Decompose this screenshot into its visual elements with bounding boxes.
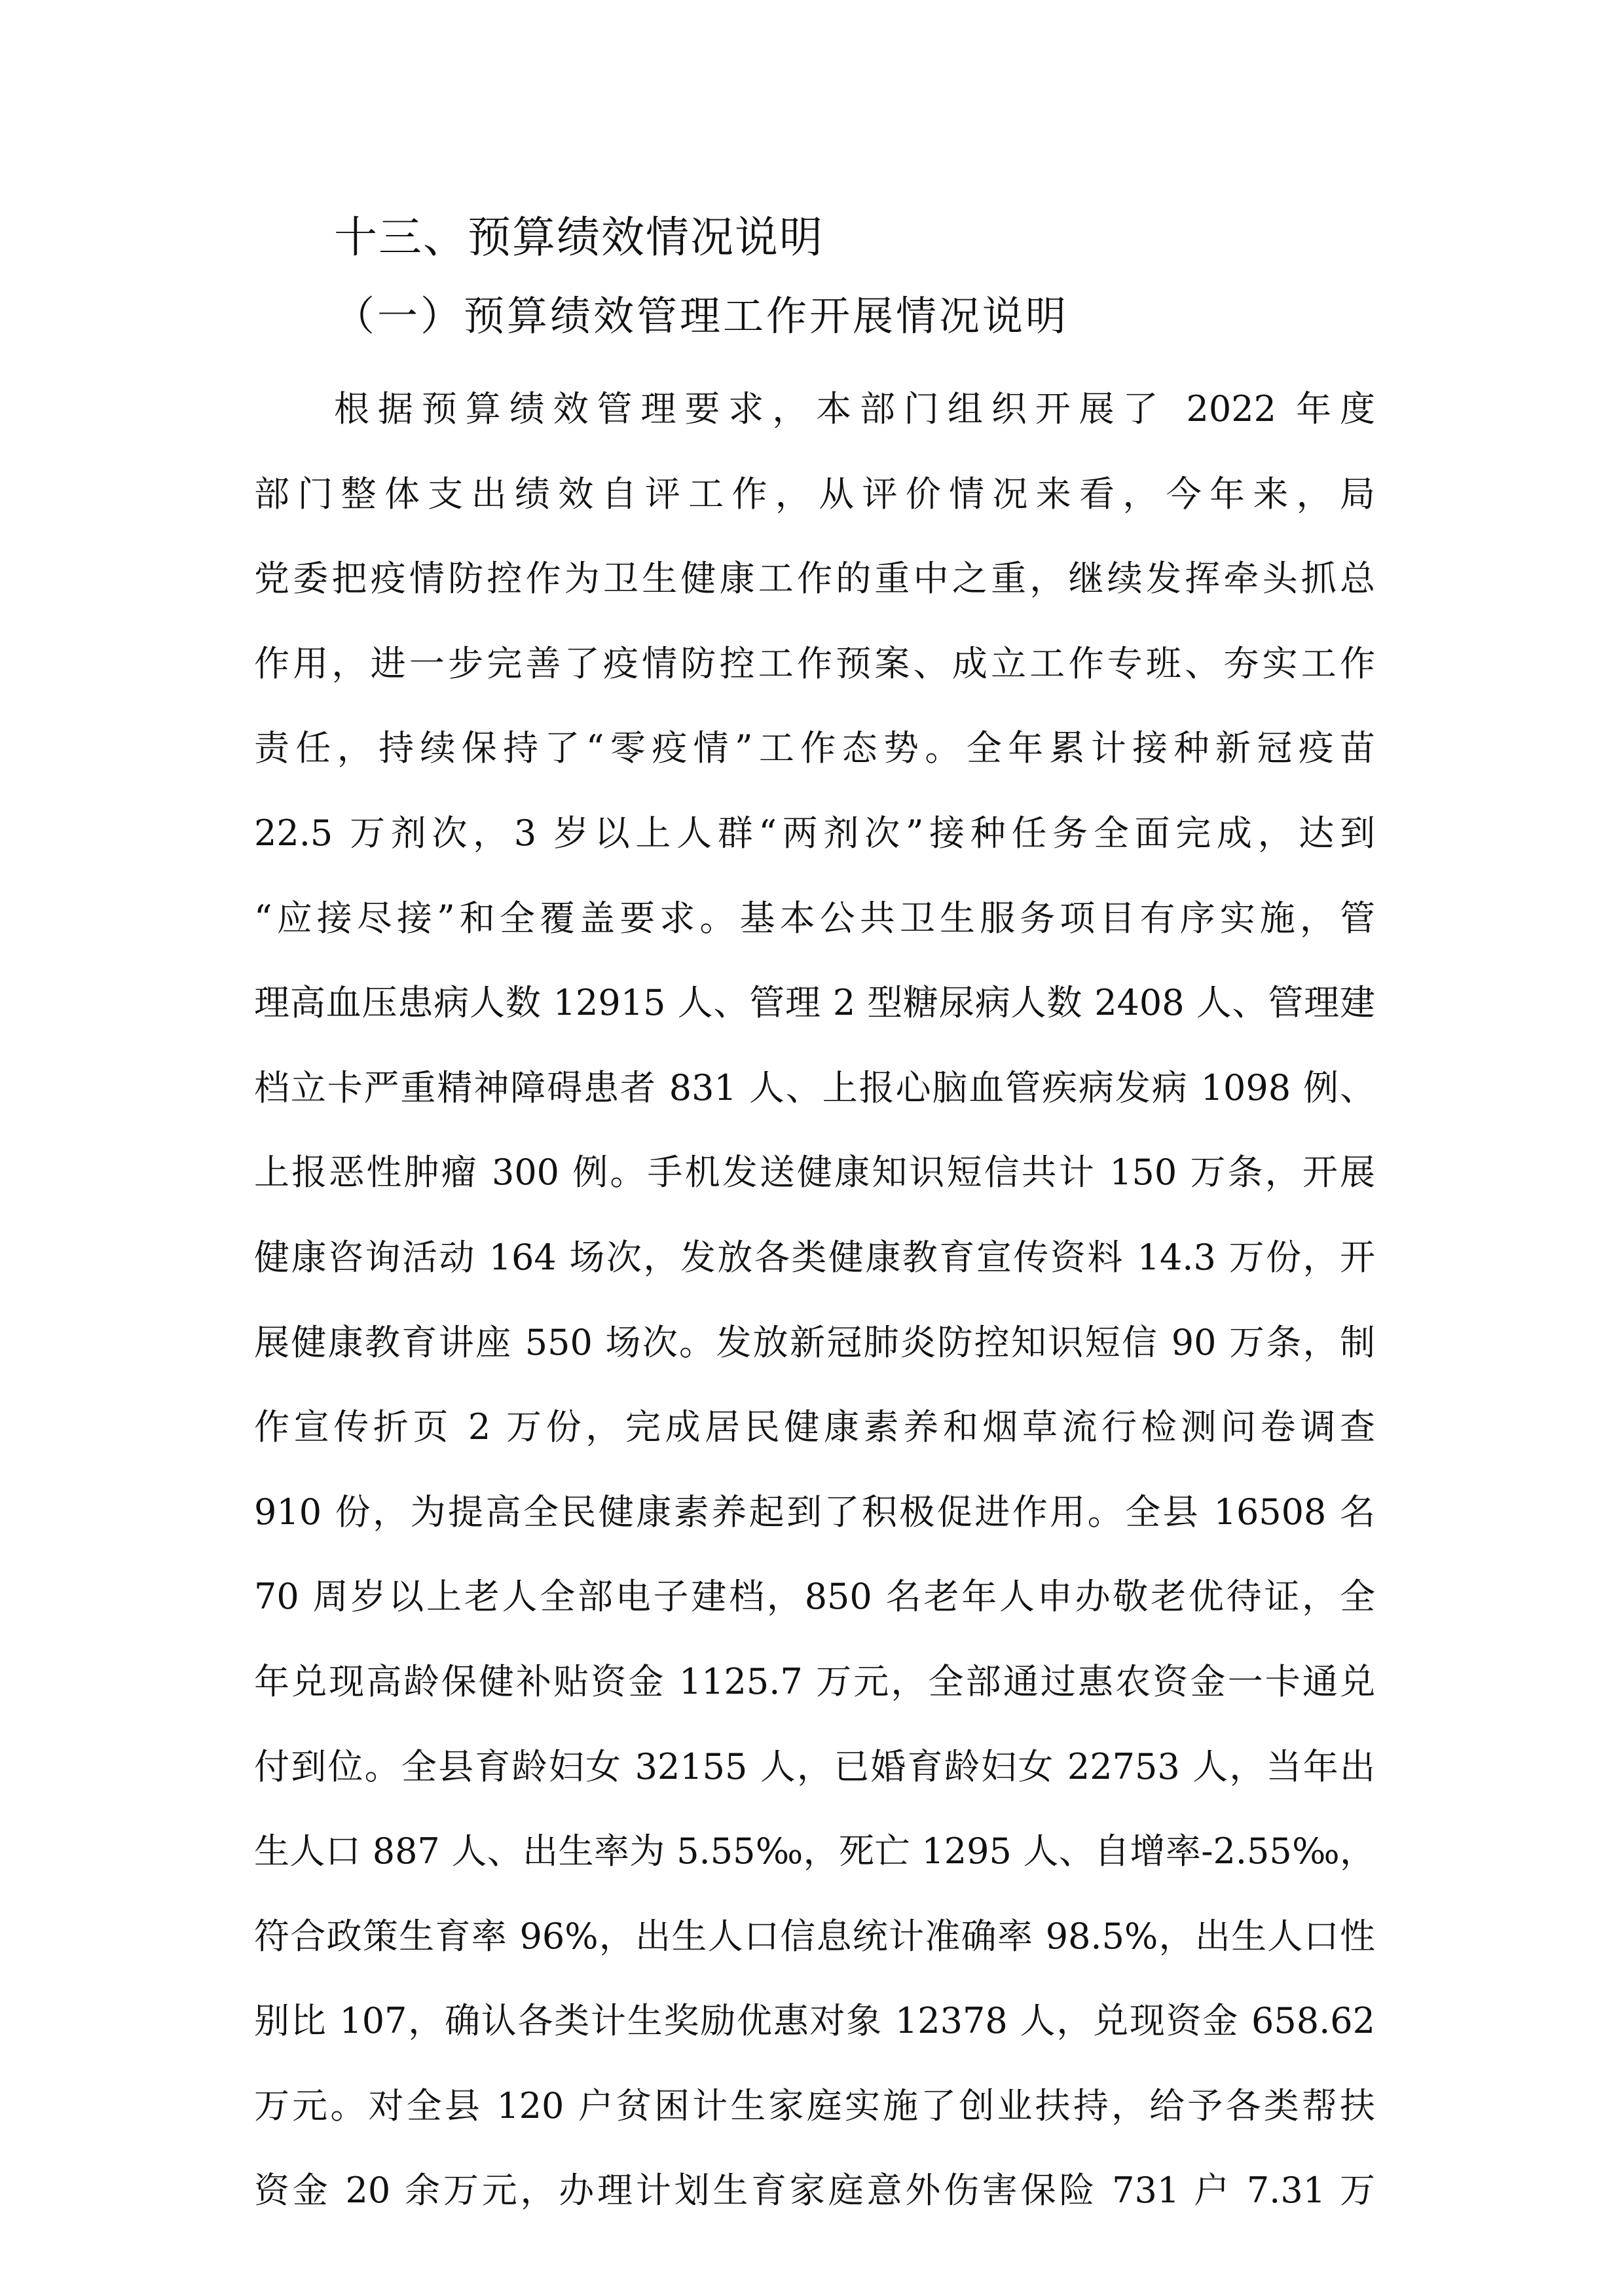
paragraph-line: 910 份，为提高全民健康素养起到了积极促进作用。全县 16508 名 xyxy=(254,1491,1375,1533)
body-paragraph xyxy=(254,380,1375,2246)
subsection-title: （一）预算绩效管理工作开展情况说明 xyxy=(334,292,1069,340)
paragraph-line: 根据预算绩效管理要求，本部门组织开展了 2022 年度 xyxy=(334,388,1375,429)
paragraph-line: 付到位。全县育龄妇女 32155 人，已婚育龄妇女 22753 人，当年出 xyxy=(254,1745,1375,1787)
paragraph-line: 上报恶性肿瘤 300 例。手机发送健康知识短信共计 150 万条，开展 xyxy=(254,1152,1375,1194)
paragraph-line: 年兑现高龄保健补贴资金 1125.7 万元，全部通过惠农资金一卡通兑 xyxy=(254,1660,1375,1702)
paragraph-line: 部门整体支出绩效自评工作，从评价情况来看，今年来，局 xyxy=(254,473,1375,515)
paragraph-line: 生人口 887 人、出生率为 5.55‰，死亡 1295 人、自增率-2.55‰， xyxy=(254,1831,1375,1872)
section-title: 十三、预算绩效情况说明 xyxy=(334,212,824,263)
paragraph-line: 档立卡严重精神障碍患者 831 人、上报心脑血管疾病发病 1098 例、 xyxy=(254,1066,1375,1108)
paragraph-line: 万元。对全县 120 户贫困计生家庭实施了创业扶持，给予各类帮扶 xyxy=(254,2085,1375,2126)
paragraph-line: “应接尽接”和全覆盖要求。基本公共卫生服务项目有序实施，管 xyxy=(254,897,1375,939)
paragraph-line: 责任，持续保持了“零疫情”工作态势。全年累计接种新冠疫苗 xyxy=(254,727,1375,769)
paragraph-line: 作宣传折页 2 万份，完成居民健康素养和烟草流行检测问卷调查 xyxy=(254,1406,1375,1448)
paragraph-line: 健康咨询活动 164 场次，发放各类健康教育宣传资料 14.3 万份，开 xyxy=(254,1236,1375,1278)
paragraph-line: 22.5 万剂次，3 岁以上人群“两剂次”接种任务全面完成，达到 xyxy=(254,812,1375,854)
paragraph-line: 70 周岁以上老人全部电子建档，850 名老年人申办敬老优待证，全 xyxy=(254,1576,1375,1618)
paragraph-line: 展健康教育讲座 550 场次。发放新冠肺炎防控知识短信 90 万条，制 xyxy=(254,1321,1375,1363)
paragraph-line: 作用，进一步完善了疫情防控工作预案、成立工作专班、夯实工作 xyxy=(254,642,1375,684)
paragraph-line: 党委把疫情防控作为卫生健康工作的重中之重，继续发挥牵头抓总 xyxy=(254,558,1375,600)
paragraph-line: 资金 20 余万元，办理计划生育家庭意外伤害保险 731 户 7.31 万 xyxy=(254,2170,1375,2212)
paragraph-line: 理高血压患病人数 12915 人、管理 2 型糖尿病人数 2408 人、管理建 xyxy=(254,982,1375,1024)
paragraph-line: 别比 107，确认各类计生奖励优惠对象 12378 人，兑现资金 658.62 xyxy=(254,2000,1375,2042)
paragraph-line: 符合政策生育率 96%，出生人口信息统计准确率 98.5%，出生人口性 xyxy=(254,1915,1375,1957)
